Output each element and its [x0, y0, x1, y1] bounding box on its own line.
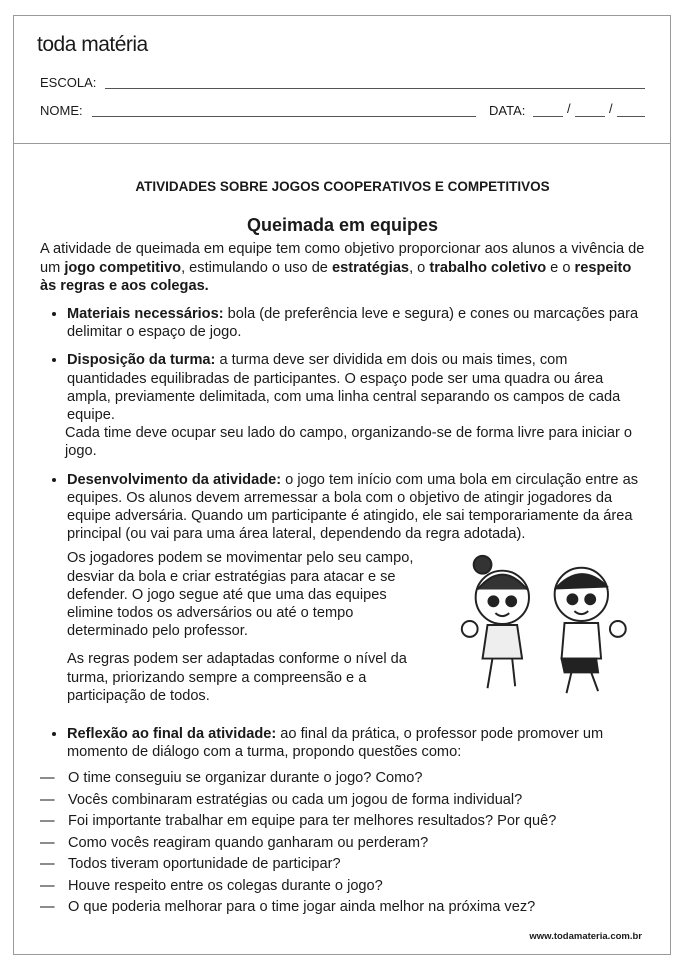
question-text: Como vocês reagiram quando ganharam ou perderam?: [68, 834, 429, 851]
list-item-class-setup: [67, 351, 645, 460]
item-extra-text: Cada time deve ocupar seu lado do campo, organizando-se de forma livre para iniciar o jogo.: [65, 425, 633, 460]
dash-marker: —: [40, 877, 55, 894]
logo: toda matéria: [37, 33, 148, 56]
dash-marker: —: [40, 899, 55, 916]
school-field[interactable]: [105, 88, 645, 89]
footer-url: www.todamateria.com.br: [529, 931, 642, 942]
question-text: Vocês combinaram estratégias ou cada um jogou de forma individual?: [68, 791, 523, 808]
text: , estimulando o uso de: [181, 259, 332, 276]
question-text: Houve respeito entre os colegas durante o jogo?: [68, 877, 383, 894]
item-label: Materiais necessários:: [67, 306, 224, 323]
question-item: [40, 769, 645, 787]
question-item: [40, 812, 645, 830]
item-text: a turma deve ser dividida em dois ou mais times, com quantidades equilibradas de participantes. O espaço pode ser uma quadra ou área ampla, previamente delimitada, com uma linha central separando os campos de cada equipe.: [67, 352, 621, 424]
question-text: Foi importante trabalhar em equipe para ter melhores resultados? Por quê?: [68, 813, 557, 830]
dash-marker: —: [40, 791, 55, 808]
question-text: O que poderia melhorar para o time jogar ainda melhor na próxima vez?: [68, 899, 536, 916]
name-field[interactable]: [92, 116, 476, 117]
worksheet-title: Queimada em equipes: [246, 215, 439, 236]
item-text: o jogo tem início com uma bola em circulação entre as equipes. Os alunos devem arremessar a bola com o objetivo de atingir jogadores da equipe adversária. Quando um participante é atingido, ele sai temporariamente da área principal (ou vai para uma área lateral, dependendo da regra adotada).: [67, 471, 639, 543]
question-text: O time conseguiu se organizar durante o jogo? Como?: [68, 770, 423, 787]
list-item-materials: [67, 305, 645, 341]
list-item-development: [67, 471, 645, 544]
bold-text: estratégias: [331, 259, 410, 276]
inset-paragraph: As regras podem ser adaptadas conforme o nível da turma, priorizando sempre a compreensão e a participação de todos.: [67, 651, 407, 704]
question-item: [40, 834, 645, 852]
date-month-field[interactable]: [575, 116, 605, 117]
dash-marker: —: [40, 856, 55, 873]
children-illustration: [448, 549, 646, 699]
question-item: [40, 791, 645, 809]
list-item-reflection: [67, 725, 645, 761]
school-label: ESCOLA:: [40, 75, 97, 90]
bold-text: trabalho coletivo: [429, 259, 547, 276]
item-label: Disposição da turma:: [67, 352, 216, 369]
question-text: Todos tiveram oportunidade de participar?: [68, 856, 341, 873]
bold-text: respeito às regras e aos colegas.: [40, 259, 632, 294]
reflection-list: [40, 725, 645, 761]
name-label: NOME:: [40, 103, 83, 118]
date-separator: /: [609, 101, 613, 116]
text: e o: [546, 259, 575, 276]
date-label: DATA:: [489, 103, 526, 118]
dash-marker: —: [40, 813, 55, 830]
bold-text: jogo competitivo: [64, 259, 182, 276]
date-separator: /: [567, 101, 571, 116]
dash-marker: —: [40, 834, 55, 851]
question-list: [40, 769, 645, 916]
dash-marker: —: [40, 770, 55, 787]
item-text: ao final da prática, o professor pode promover um momento de diálogo com a turma, propondo questões como:: [67, 726, 604, 761]
question-item: [40, 855, 645, 873]
date-day-field[interactable]: [533, 116, 563, 117]
item-label: Reflexão ao final da atividade:: [67, 726, 277, 743]
inset-paragraph: Os jogadores podem se movimentar pelo seu campo, desviar da bola e criar estratégias para atacar e se defender. O jogo segue até que uma das equipes elimine todos os adversários ou até o tempo determinado pelo professor.: [67, 550, 414, 640]
item-text: bola (de preferência leve e segura) e cones ou marcações para delimitar o espaço de jogo.: [67, 306, 639, 341]
question-item: [40, 898, 645, 916]
inset-section: [67, 549, 645, 715]
item-label: Desenvolvimento da atividade:: [67, 471, 282, 488]
intro-paragraph: [40, 240, 645, 295]
worksheet-subtitle: ATIVIDADES SOBRE JOGOS COOPERATIVOS E COMPETITIVOS: [135, 179, 550, 194]
activity-list: [40, 305, 645, 543]
worksheet-content: [40, 178, 645, 920]
question-item: [40, 877, 645, 895]
text: A atividade de queimada em equipe tem como objetivo proporcionar aos alunos a vivência de um: [40, 241, 645, 276]
text: , o: [409, 259, 430, 276]
date-year-field[interactable]: [617, 116, 645, 117]
